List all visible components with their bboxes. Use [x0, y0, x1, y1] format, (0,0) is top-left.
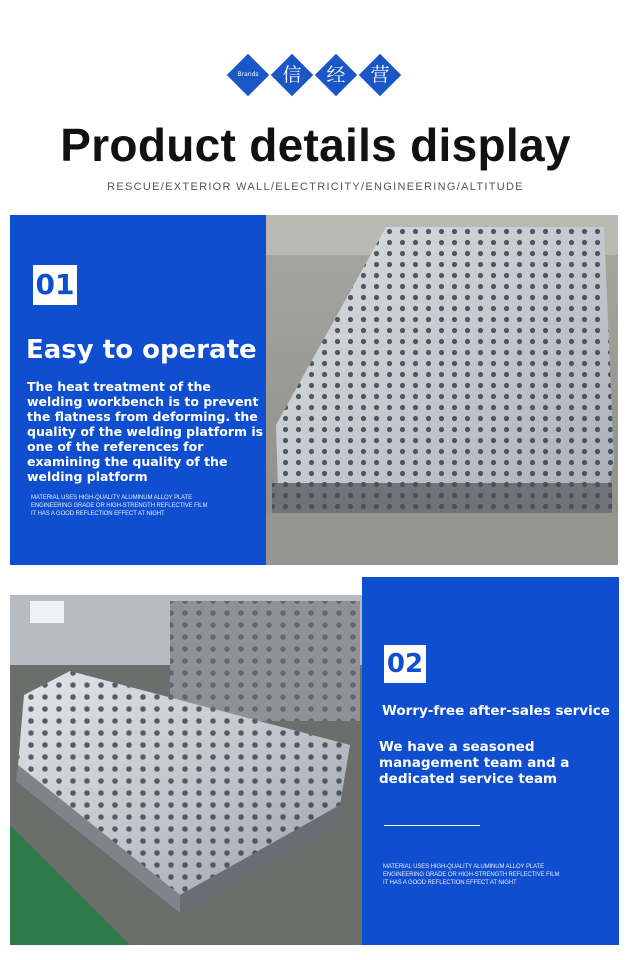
- badge-char-jing: 经: [326, 64, 346, 86]
- page-subtitle: RESCUE/EXTERIOR WALL/ELECTRICITY/ENGINEERING/ALTITUDE: [107, 181, 524, 193]
- feature-number-2: 02: [384, 645, 426, 683]
- badge-char-xin: 信: [282, 64, 302, 86]
- floor-front: [266, 513, 618, 565]
- feature-number-1: 01: [33, 265, 77, 305]
- fineprint-line: ENGINEERING GRADE OR HIGH-STRENGTH REFLECTIVE FILM: [383, 872, 560, 878]
- badge-char-ying: 营: [370, 64, 390, 86]
- brand-badge-text: Brands: [237, 71, 259, 78]
- feature-body-2: We have a seasoned management team and a dedicated service team: [379, 739, 570, 787]
- fineprint-line: MATERIAL USES HIGH-QUALITY ALUMINUM ALLOY PLATE: [31, 495, 193, 501]
- product-photo-1: [266, 215, 618, 565]
- fineprint-line: MATERIAL USES HIGH-QUALITY ALUMINUM ALLOY PLATE: [383, 864, 545, 870]
- window: [30, 601, 64, 623]
- feature-panel-1: [10, 215, 266, 565]
- platform-side-holes: [272, 483, 612, 513]
- stacked-plates-holes: [170, 601, 360, 721]
- feature-heading-1: Easy to operate: [26, 335, 257, 365]
- fineprint-line: IT HAS A GOOD REFLECTION EFFECT AT NIGHT: [31, 511, 165, 517]
- feature-body-1: The heat treatment of the welding workbench is to prevent the flatness from deforming. the quality of the welding platform is one of the references for examining the quality of the welding platform: [27, 379, 264, 484]
- feature-panel-2: [362, 577, 619, 945]
- fineprint-line: ENGINEERING GRADE OR HIGH-STRENGTH REFLECTIVE FILM: [31, 503, 208, 509]
- page-title: Product details display: [60, 119, 571, 171]
- divider-line: [384, 825, 480, 826]
- feature-fineprint-2: [383, 863, 613, 887]
- feature-fineprint-1: [31, 494, 261, 518]
- feature-heading-2: Worry-free after-sales service: [382, 703, 610, 719]
- product-photo-2: [10, 595, 362, 945]
- fineprint-line: IT HAS A GOOD REFLECTION EFFECT AT NIGHT: [383, 880, 517, 886]
